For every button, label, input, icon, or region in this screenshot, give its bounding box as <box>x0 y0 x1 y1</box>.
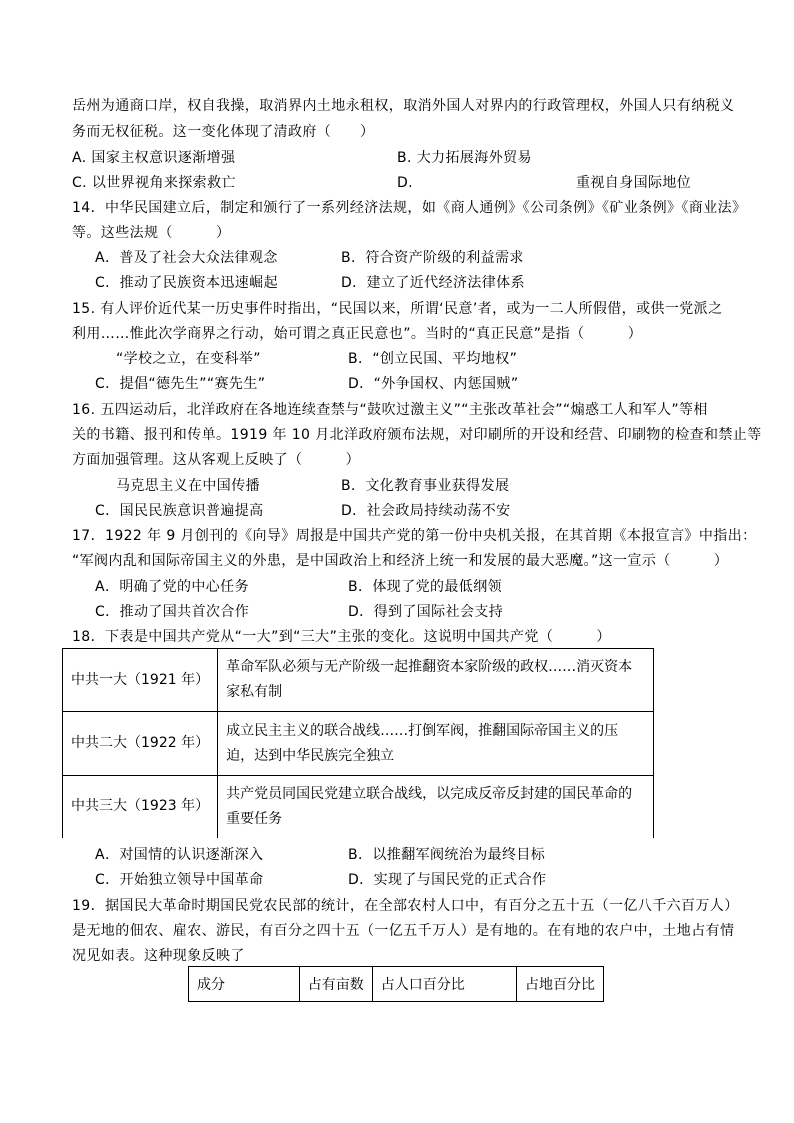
q16-stem-line1: 16. 五四运动后，北洋政府在各地连续查禁与“鼓吹过激主义”“主张改革社会”“煽惑工人和军人”等相 <box>72 402 708 418</box>
q17-option-c: C．推动了国共首次合作 <box>95 604 250 620</box>
q17-option-b: B．体现了党的最低纲领 <box>348 579 503 595</box>
congress-cell: 中共三大（1923 年） <box>63 776 218 838</box>
q13-stem-line1: 岳州为通商口岸，权自我操，取消界内土地永租权，取消外国人对界内的行政管理权，外国人只有纳税义 <box>72 98 735 114</box>
q16-option-c: C．国民民族意识普遍提高 <box>95 503 264 519</box>
content-cell: 共产党员同国民党建立联合战线，以完成反帝反封建的国民革命的重要任务 <box>218 776 654 838</box>
q13-option-d-letter: D. <box>397 175 414 191</box>
content-cell: 革命军队必须与无产阶级一起推翻资本家阶级的政权……消灭资本家私有制 <box>218 649 654 712</box>
table-header-cell: 成分 <box>189 967 300 1002</box>
q15-option-d: D．“外争国权、内惩国贼” <box>348 376 519 392</box>
q13-stem-line2: 务而无权征税。这一变化体现了清政府（ ） <box>72 124 375 140</box>
q14-option-d: D．建立了近代经济法律体系 <box>341 275 525 291</box>
q15-option-b: B．“创立民国、平均地权” <box>348 351 518 367</box>
q15-option-c: C．提倡“德先生”“赛先生” <box>95 376 266 392</box>
table-row <box>63 776 654 838</box>
q13-option-b: B. 大力拓展海外贸易 <box>397 150 532 166</box>
q18-option-b: B．以推翻军阀统治为最终目标 <box>348 847 546 863</box>
table-header-row <box>189 967 604 1002</box>
q16-stem-line2: 关的书籍、报刊和传单。1919 年 10 月北洋政府颁布法规，对印刷所的开设和经营、印刷物的检查和禁止等 <box>72 427 762 443</box>
q19-stem-line1: 19．据国民大革命时期国民党农民部的统计，在全部农村人口中，有百分之五十五（一亿八千六百万人） <box>72 898 739 914</box>
q19-stem-line2: 是无地的佃农、雇农、游民，有百分之四十五（一亿五千万人）是有地的。在有地的农户中，土地占有情 <box>72 923 735 939</box>
q19-land-table <box>188 966 604 1002</box>
q15-stem-line1: 15. 有人评价近代某一历史事件时指出，“民国以来，所谓‘民意’者，或为一二人所假借，或供一党派之 <box>72 301 723 317</box>
q17-stem-line2: “军阀内乱和国际帝国主义的外患，是中国政治上和经济上统一和发展的最大恶魔。”这一宣示（ ） <box>72 553 729 569</box>
content-cell: 成立民主主义的联合战线……打倒军阀，推翻国际帝国主义的压迫，达到中华民族完全独立 <box>218 712 654 776</box>
q16-option-a: 马克思主义在中国传播 <box>116 478 260 494</box>
q17-option-d: D．得到了国际社会支持 <box>348 604 504 620</box>
q13-option-c: C. 以世界视角来探索救亡 <box>72 175 236 191</box>
q18-option-c: C．开始独立领导中国革命 <box>95 872 264 888</box>
q14-option-b: B．符合资产阶级的利益需求 <box>341 250 524 266</box>
q18-stem: 18．下表是中国共产党从“一大”到“三大”主张的变化。这说明中国共产党（ ） <box>72 629 611 645</box>
q13-option-d-text: 重视自身国际地位 <box>576 175 692 191</box>
table-row <box>63 649 654 712</box>
q14-stem-line2: 等。这些法规（ ） <box>72 225 231 241</box>
q15-option-a: “学校之立，在变科举” <box>116 351 261 367</box>
table-header-cell: 占地百分比 <box>517 967 604 1002</box>
q16-option-d: D．社会政局持续动荡不安 <box>341 503 511 519</box>
table-header-cell: 占有亩数 <box>299 967 372 1002</box>
q18-congress-table <box>62 648 654 838</box>
q17-option-a: A．明确了党的中心任务 <box>95 579 249 595</box>
q14-stem-line1: 14．中华民国建立后，制定和颁行了一系列经济法规，如《商人通例》《公司条例》《矿业条例》《商业法》 <box>72 200 747 216</box>
congress-cell: 中共一大（1921 年） <box>63 649 218 712</box>
q19-stem-line3: 况见如表。这种现象反映了 <box>72 948 245 964</box>
q15-stem-line2: 利用……惟此次学商界之行动，始可谓之真正民意也”。当时的“真正民意”是指（ ） <box>72 326 643 342</box>
q14-option-a: A．普及了社会大众法律观念 <box>95 250 278 266</box>
q18-option-d: D．实现了与国民党的正式合作 <box>348 872 547 888</box>
table-row <box>63 712 654 776</box>
q18-option-a: A．对国情的认识逐渐深入 <box>95 847 264 863</box>
table-header-cell: 占人口百分比 <box>372 967 516 1002</box>
q17-stem-line1: 17．1922 年 9 月创刊的《向导》周报是中国共产党的第一份中央机关报，在其首期《本报宣言》中指出： <box>72 528 757 544</box>
q16-stem-line3: 方面加强管理。这从客观上反映了（ ） <box>72 452 360 468</box>
q16-option-b: B．文化教育事业获得发展 <box>341 478 510 494</box>
q13-option-a: A. 国家主权意识逐渐增强 <box>72 150 236 166</box>
congress-cell: 中共二大（1922 年） <box>63 712 218 776</box>
q14-option-c: C．推动了民族资本迅速崛起 <box>95 275 278 291</box>
